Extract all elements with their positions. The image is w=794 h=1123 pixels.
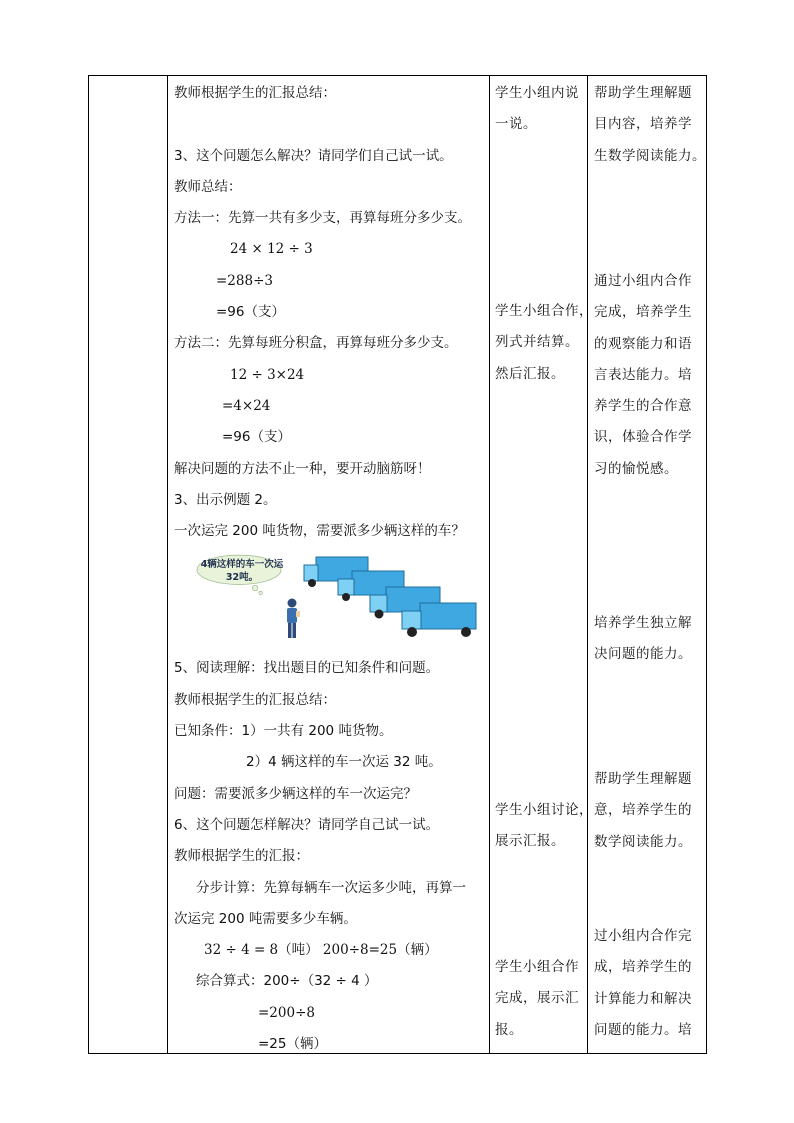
text-line: 言表达能力。培 (594, 366, 692, 383)
text-line: 数学阅读能力。 (594, 833, 692, 850)
text-line: 列式并结算。 (495, 334, 579, 351)
text-line: 成，培养学生的 (594, 959, 692, 976)
text-line: 问题的能力。培 (594, 1021, 692, 1038)
student-block (495, 952, 590, 1046)
text-line: 5、阅读理解：找出题目的已知条件和问题。 (174, 660, 440, 677)
formula-line: =288÷3 (216, 272, 273, 289)
text-line: 方法一：先算一共有多少支，再算每班分多少支。 (174, 210, 471, 227)
text-line: 学生小组合作， (495, 303, 593, 319)
text-line: 通过小组内合作 (594, 273, 692, 289)
formula-line: =96（支） (216, 304, 285, 321)
text-line: 一次运完 200 吨货物，需要派多少辆这样的车？ (174, 523, 465, 540)
formula-line: =96（支） (222, 429, 291, 446)
text-line: 分步计算：先算每辆车一次运多少吨，再算一 (196, 879, 466, 896)
text-line: 生数学阅读能力。 (594, 147, 706, 164)
design-intent-column (594, 76, 706, 1053)
text-line: 完成，展示汇 (495, 990, 579, 1007)
text-line: 然后汇报。 (495, 365, 565, 382)
formula-line: 24 × 12 ÷ 3 (230, 241, 313, 258)
formula-line: =4×24 (222, 397, 271, 414)
text-line: 教师根据学生的汇报总结： (174, 691, 336, 708)
text-line: 教师根据学生的汇报： (174, 848, 309, 865)
text-line: 计算能力和解决 (594, 990, 692, 1007)
text-line: 次运完 200 吨需要多少车辆。 (174, 910, 357, 927)
bubble-text: 4辆这样的车一次运32吨。 (200, 559, 284, 584)
student-activity-column (495, 76, 593, 1053)
text-line: 6、这个问题怎样解决？请同学自己试一试。 (174, 816, 440, 833)
text-line: 3、这个问题怎么解决？请同学们自己试一试。 (174, 147, 453, 164)
text-line: 学生小组讨论， (495, 802, 593, 818)
intent-block (594, 608, 706, 671)
teaching-process-column (174, 78, 492, 1060)
teaching-text-part-a (174, 78, 492, 547)
text-line: 决问题的能力。 (594, 646, 692, 663)
text-line: 报。 (495, 1021, 523, 1038)
text-line: 学生小组内说 (495, 85, 579, 101)
text-line: 已知条件：1）一共有 200 吨货物。 (174, 723, 393, 740)
text-line: 方法二：先算每班分积盒，再算每班分多少支。 (174, 335, 458, 352)
text-line: 培养学生独立解 (594, 615, 692, 631)
lesson-table (88, 75, 707, 1054)
formula-line: 32 ÷ 4 = 8（吨） 200÷8=25（辆） (204, 942, 438, 959)
formula-line: =25（辆） (258, 1036, 327, 1053)
text-line: 识，体验合作学 (594, 429, 692, 446)
text-line: 一说。 (495, 116, 537, 133)
text-line: 解决问题的方法不止一种，要开动脑筋呀！ (174, 460, 431, 477)
text-line: 展示汇报。 (495, 833, 565, 850)
text-line: 目内容，培养学 (594, 116, 692, 133)
text-line: 问题：需要派多少辆这样的车一次运完？ (174, 785, 417, 802)
formula-line: =200÷8 (258, 1004, 315, 1021)
text-line: 意，培养学生的 (594, 802, 692, 819)
truck-illustration (174, 549, 492, 649)
intent-block (594, 266, 706, 485)
intent-block (594, 921, 706, 1046)
text-line: 教师根据学生的汇报总结： (174, 85, 336, 101)
student-block (495, 296, 593, 390)
student-block (495, 795, 593, 858)
text-line: 养学生的合作意 (594, 398, 692, 415)
text-line: 的观察能力和语 (594, 335, 692, 352)
intent-block (594, 78, 706, 172)
text-line: 帮助学生理解题 (594, 771, 692, 787)
text-line: 习的愉悦感。 (594, 460, 678, 477)
text-line: 3、出示例题 2。 (174, 491, 277, 508)
intent-block (594, 764, 706, 858)
column-divider (167, 76, 168, 1053)
text-line: 2）4 辆这样的车一次运 32 吨。 (246, 754, 442, 771)
text-line: 学生小组合作 (495, 959, 579, 975)
student-block (495, 78, 590, 141)
formula-line: 综合算式：200÷（32 ÷ 4 ） (196, 973, 378, 990)
text-line: 完成，培养学生 (594, 304, 692, 321)
teaching-text-part-b (174, 653, 492, 1060)
formula-line: 12 ÷ 3×24 (230, 366, 305, 383)
text-line (174, 109, 492, 140)
trucks-icon (274, 551, 484, 647)
text-line: 帮助学生理解题 (594, 85, 692, 101)
text-line: 过小组内合作完 (594, 928, 692, 944)
text-line: 教师总结： (174, 178, 242, 195)
